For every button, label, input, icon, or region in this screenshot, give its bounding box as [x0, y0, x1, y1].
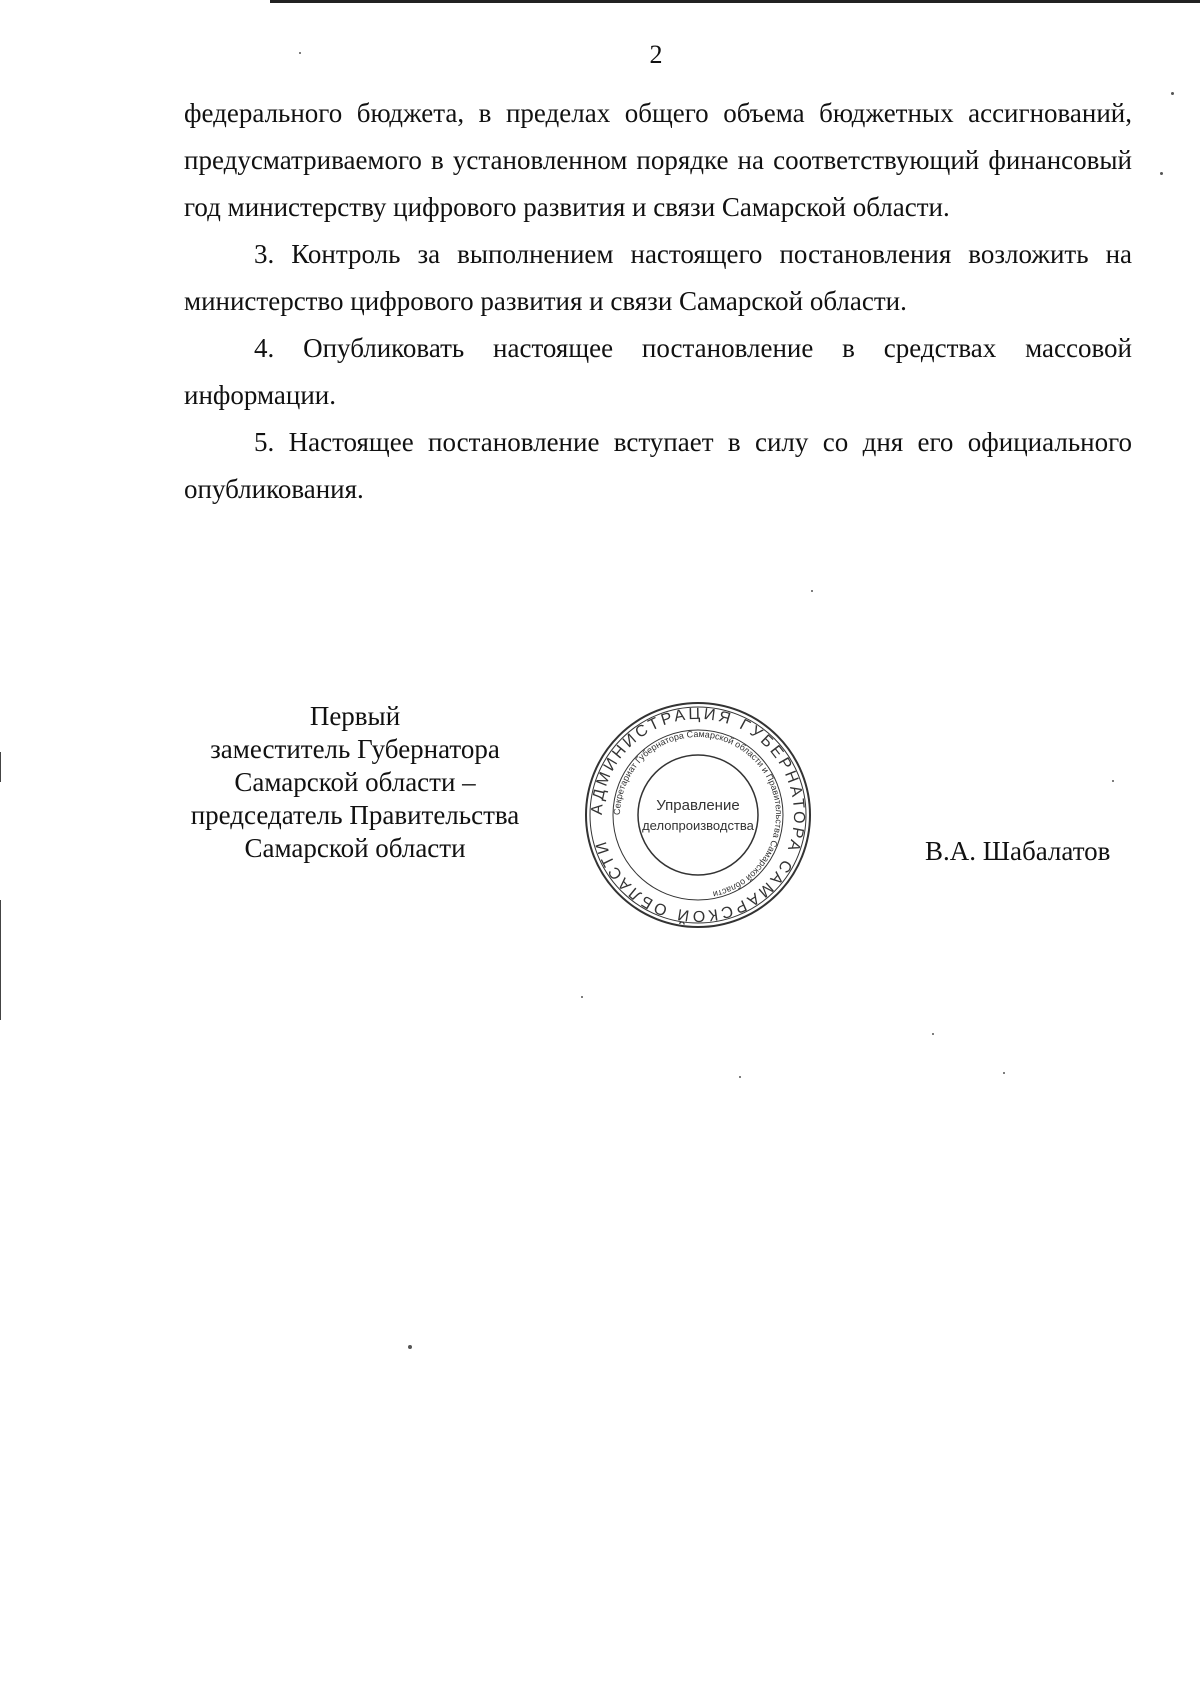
- scan-speck: [1003, 1072, 1005, 1074]
- scan-top-border: [270, 0, 1200, 3]
- paragraph-item-4: 4. Опубликовать настоящее постановление в средствах массовой информации.: [184, 333, 1132, 410]
- official-seal-graphic: [583, 700, 813, 930]
- scan-speck: [408, 1345, 412, 1349]
- scan-left-margin-mark: [0, 900, 1, 1020]
- paragraph-item-3: 3. Контроль за выполнением настоящего постановления возложить на министерство цифрового развития и связи Самарской области.: [184, 239, 1132, 316]
- scan-speck: [1112, 780, 1114, 782]
- signatory-title-line: председатель Правительства: [190, 800, 520, 830]
- scan-speck: [811, 590, 813, 592]
- scan-speck: [739, 1076, 741, 1078]
- page-number: 2: [649, 40, 663, 69]
- signatory-name: В.А. Шабалатов: [925, 836, 1111, 866]
- signatory-title-line: Первый: [309, 701, 401, 731]
- scan-speck: [932, 1033, 934, 1035]
- scan-speck: [581, 996, 583, 998]
- paragraph-item-5: 5. Настоящее постановление вступает в силу со дня его официального опубликования.: [184, 427, 1132, 504]
- paragraph-continuation: федерального бюджета, в пределах общего объема бюджетных ассигнований, предусматриваемого в установленном порядке на соответствующий финансовый год министерству цифрового развития и связи Самарской области.: [184, 98, 1132, 222]
- scan-left-margin-mark: [0, 752, 1, 782]
- seal-center-ring: [638, 755, 758, 875]
- seal-outer-text: АДМИНИСТРАЦИЯ ГУБЕРНАТОРА САМАРСКОЙ ОБЛАСТИ: [588, 705, 808, 925]
- scan-speck: [1171, 92, 1174, 95]
- seal-center-line-1: Управление: [656, 797, 740, 814]
- scan-speck: [299, 52, 301, 54]
- signatory-title: [175, 700, 535, 865]
- signatory-title-line: Самарской области –: [234, 767, 476, 797]
- signatory-title-line: Самарской области: [244, 833, 466, 863]
- signatory-title-line: заместитель Губернатора: [210, 734, 500, 764]
- official-seal: [583, 700, 813, 930]
- scan-speck: [1160, 172, 1163, 175]
- seal-inner-ring-text: Секретариат Губернатора Самарской области и Правительства Самарской области: [611, 728, 785, 900]
- seal-center-line-2: делопроизводства: [642, 818, 754, 833]
- document-body: [184, 90, 1132, 513]
